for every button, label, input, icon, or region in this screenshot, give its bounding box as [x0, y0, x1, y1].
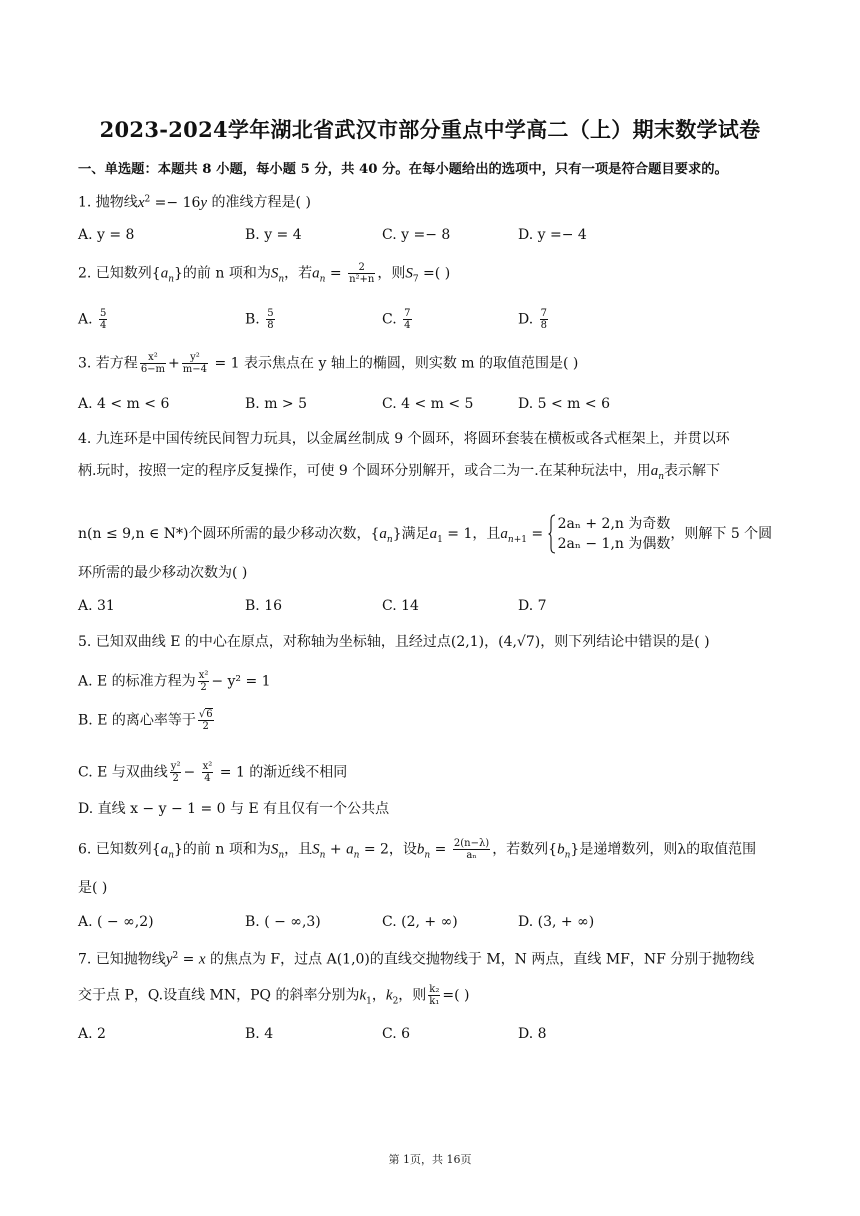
q2-stem-b: }的前 n 项和为: [174, 265, 271, 282]
question-6-line-1: 6. 已知数列$\{a_n\}$的前 n 项和为$S_n$，且$S_n + a_n = 2$，设$b_n$ = $\frac{2(n-\lambda)}{\text{aₙ}}$ ，若数列$\{b_n\}$是递增数列，则λ的取值范围: [78, 838, 757, 861]
question-5-stem: 5. 已知双曲线 E 的中心在原点，对称轴为坐标轴，且经过点(2,1)，(4,√7)，则下列结论中错误的是( ): [78, 634, 710, 650]
q2-option-b[interactable]: B. $\frac{5}{8}$: [245, 308, 274, 331]
q1-equation: $x^2 =- 16y$: [137, 194, 208, 211]
q2-stem-d: ，则: [377, 265, 406, 282]
page-title: 2023-2024学年湖北省武汉市部分重点中学高二（上）期末数学试卷: [99, 117, 761, 142]
section-heading: 一、单选题：本题共 8 小题，每小题 5 分，共 40 分。在每小题给出的选项中，只有一项是符合题目要求的。: [78, 162, 728, 177]
q6-option-d[interactable]: D. (3, + ∞): [518, 914, 595, 930]
q2-stem-c: ，若: [284, 265, 313, 282]
question-1-stem: [78, 189, 311, 213]
q3-option-a[interactable]: A. 4 < m < 6: [78, 396, 170, 412]
q4-option-a[interactable]: A. 31: [78, 598, 115, 614]
q6-option-a[interactable]: A. ( − ∞,2): [78, 914, 154, 930]
q2-stem-e: =( ): [423, 265, 451, 282]
q4-option-c[interactable]: C. 14: [382, 598, 419, 614]
q4-option-d[interactable]: D. 7: [518, 598, 547, 614]
q7-option-d[interactable]: D. 8: [518, 1026, 547, 1042]
q3-stem-a: 3. 若方程: [78, 355, 138, 372]
q1-option-d[interactable]: D. y =− 4: [518, 227, 587, 243]
question-4-line-3: n(n ≤ 9,n ∈ N*)个圆环所需的最少移动次数，$\{a_n\}$满足$a_1 = 1$，且$a_{n+1}$ = 2aₙ + 2,n 为奇数 2aₙ − 1,n 为偶数 ，则解下 5 个圆: [78, 516, 773, 552]
q7-option-a[interactable]: A. 2: [78, 1026, 106, 1042]
q2-option-a[interactable]: A. $\frac{5}{4}$: [78, 308, 107, 331]
question-2-stem: 2. 已知数列$\{a_n\}$的前 n 项和为$S_n$，若$a_n$ = $\frac{2}{\text{n²+n}}$ ，则$S_7$ =( ): [78, 262, 451, 285]
brace-icon: [548, 514, 556, 554]
q1-option-a[interactable]: A. y = 8: [78, 227, 135, 243]
q3-option-b[interactable]: B. m > 5: [245, 396, 308, 412]
q1-option-b[interactable]: B. y = 4: [245, 227, 302, 243]
q2-option-d[interactable]: D. $\frac{7}{8}$: [518, 308, 548, 331]
q3-option-c[interactable]: C. 4 < m < 5: [382, 396, 474, 412]
q2-general-term-fraction: $\frac{2}{\text{n²+n}}$: [349, 262, 375, 285]
q6-option-b[interactable]: B. ( − ∞,3): [245, 914, 321, 930]
question-4-line-2: 柄.玩时，按照一定的程序反复操作，可使 9 个圆环分别解开，或合二为一.在某种玩法中，用$a_n$表示解下: [78, 463, 721, 482]
q3-fraction-x: $\frac{\text{x²}}{6-m}$: [140, 352, 166, 375]
q5-option-b[interactable]: B. E 的离心率等于 $\frac{√6}{2}$: [78, 709, 213, 732]
q5-option-c[interactable]: C. E 与双曲线 $\frac{\text{y²}}{2}$ − $\frac{\text{x²}}{4}$ = 1 的渐近线不相同: [78, 761, 348, 784]
q4-piecewise: 2aₙ + 2,n 为奇数 2aₙ − 1,n 为偶数: [548, 514, 671, 554]
q2-stem-a: 2. 已知数列{: [78, 265, 161, 282]
q5-option-d[interactable]: D. 直线 x − y − 1 = 0 与 E 有且仅有一个公共点: [78, 801, 390, 817]
q3-stem-b: = 1 表示焦点在 y 轴上的椭圆，则实数 m 的取值范围是( ): [214, 355, 579, 372]
question-3-stem: 3. 若方程 $\frac{\text{x²}}{6-m}$ + $\frac{\text{y²}}{m-4}$ = 1 表示焦点在 y 轴上的椭圆，则实数 m 的取值范围是( ): [78, 352, 579, 375]
q2-option-c[interactable]: C. $\frac{7}{4}$: [382, 308, 411, 331]
question-6-line-2: 是( ): [78, 880, 108, 896]
q7-option-b[interactable]: B. 4: [245, 1026, 274, 1042]
q6-option-c[interactable]: C. (2, + ∞): [382, 914, 458, 930]
q3-fraction-y: $\frac{\text{y²}}{m-4}$: [182, 352, 208, 375]
q7-option-c[interactable]: C. 6: [382, 1026, 411, 1042]
question-7-line-2: 交于点 P，Q.设直线 MN，PQ 的斜率分别为$k_1$，$k_2$，则 $\frac{\text{k₂}}{\text{k₁}}$ =( ): [78, 984, 470, 1007]
q1-stem-start: 1. 抛物线: [78, 194, 138, 211]
question-4-line-4: 环所需的最少移动次数为( ): [78, 565, 248, 581]
page-footer: 第 1页，共 16页: [388, 1153, 472, 1166]
question-4-line-1: 4. 九连环是中国传统民间智力玩具，以金属丝制成 9 个圆环，将圆环套装在横板或各式框架上，并贯以环: [78, 431, 730, 447]
q3-option-d[interactable]: D. 5 < m < 6: [518, 396, 610, 412]
q5-option-a[interactable]: A. E 的标准方程为 $\frac{\text{x²}}{2}$ − y² = 1: [78, 670, 271, 693]
q1-stem-end: 的准线方程是( ): [211, 194, 311, 211]
q4-option-b[interactable]: B. 16: [245, 598, 283, 614]
q1-option-c[interactable]: C. y =− 8: [382, 227, 451, 243]
question-7-line-1: 7. 已知抛物线$y^2 = x$ 的焦点为 F，过点 A(1,0)的直线交抛物线于 M，N 两点，直线 MF，NF 分别于抛物线: [78, 951, 755, 968]
